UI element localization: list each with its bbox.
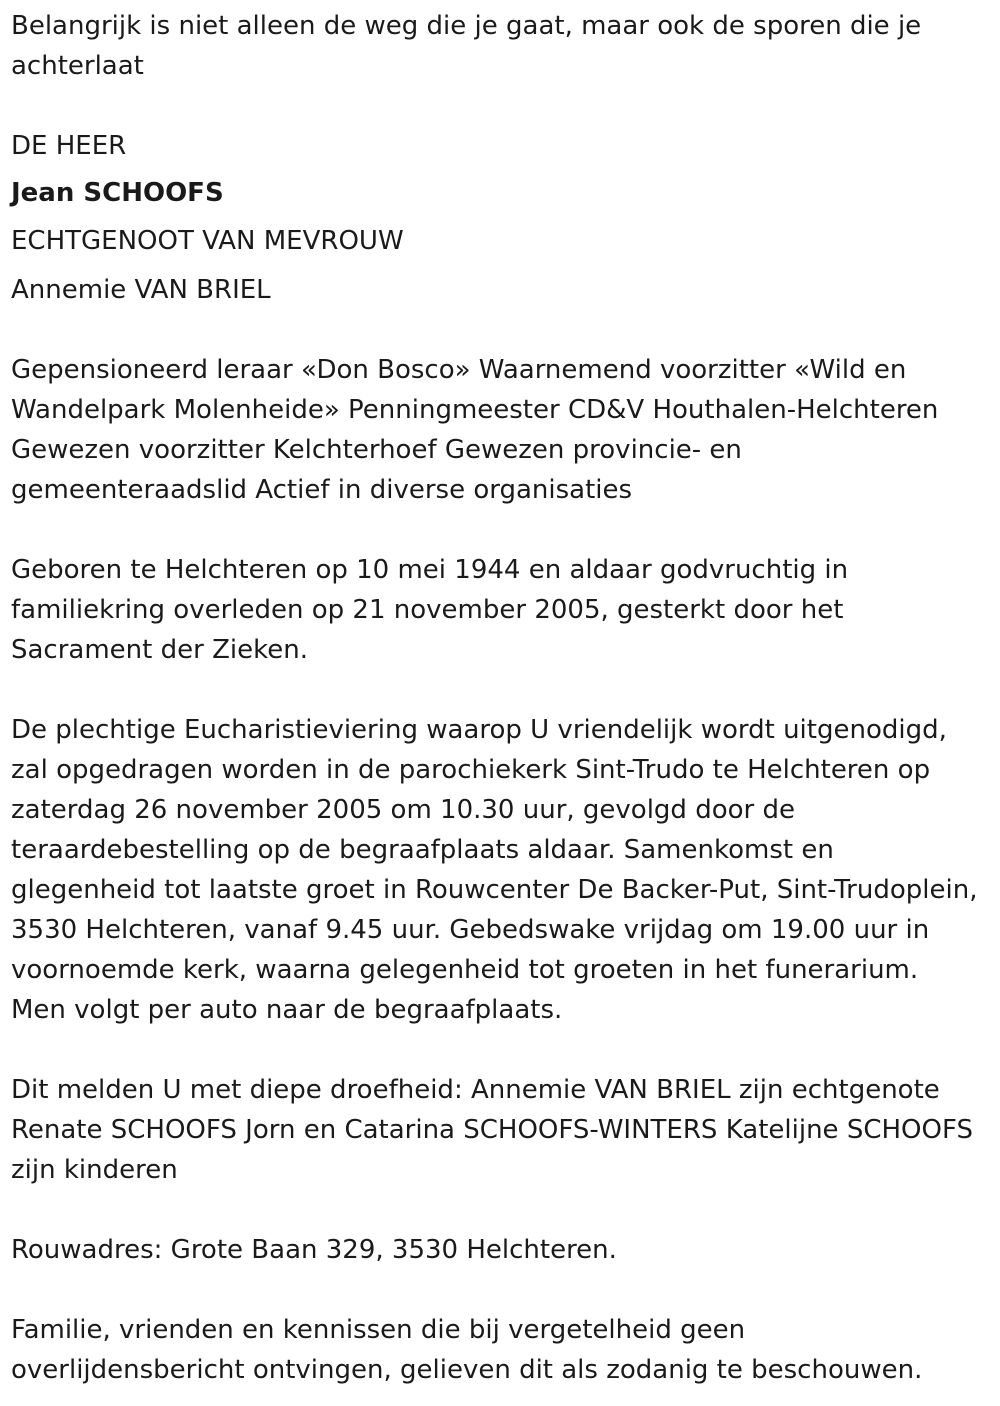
title-prefix: DE HEER (11, 131, 127, 161)
closing-paragraph: Familie, vrienden en kennissen die bij vergetelheid geen overlijdensbericht ontvingen, gelieven dit als zodanig te beschouwen. (11, 1315, 923, 1385)
functions-paragraph: Gepensioneerd leraar «Don Bosco» Waarnemend voorzitter «Wild en Wandelpark Molenheide» Penningmeester CD&V Houthalen-Helchteren Gewezen voorzitter Kelchterhoef Gewezen provincie- en gemeenteraadslid Actief in diverse organisaties (11, 355, 939, 505)
announcement-paragraph: Dit melden U met diepe droefheid: Annemie VAN BRIEL zijn echtgenote Renate SCHOOFS Jorn en Catarina SCHOOFS-WINTERS Katelijne SCHOOFS zijn kinderen (11, 1075, 973, 1185)
relation-text: ECHTGENOOT VAN MEVROUW (11, 226, 404, 256)
motto-text: Belangrijk is niet alleen de weg die je gaat, maar ook de sporen die je achterlaat (11, 11, 922, 81)
birth-death-paragraph: Geboren te Helchteren op 10 mei 1944 en aldaar godvruchtig in familiekring overleden op 21 november 2005, gesterkt door het Sacrament der Zieken. (11, 555, 849, 665)
address-paragraph: Rouwadres: Grote Baan 329, 3530 Helchteren. (11, 1235, 617, 1265)
ceremony-paragraph: De plechtige Eucharistieviering waarop U vriendelijk wordt uitgenodigd, zal opgedragen worden in de parochiekerk Sint-Trudo te Helchteren op zaterdag 26 november 2005 om 10.30 uur, gevolgd door de teraardebestelling op de begraafplaats aldaar. Samenkomst en glegenheid tot laatste groet in Rouwcenter De Backer-Put, Sint-Trudoplein, 3530 Helchteren, vanaf 9.45 uur. Gebedswake vrijdag om 19.00 uur in voornoemde kerk, waarna gelegenheid tot groeten in het funerarium. Men volgt per auto naar de begraafplaats. (11, 715, 978, 1025)
deceased-name: Jean SCHOOFS (11, 178, 224, 208)
spouse-name: Annemie VAN BRIEL (11, 275, 271, 305)
